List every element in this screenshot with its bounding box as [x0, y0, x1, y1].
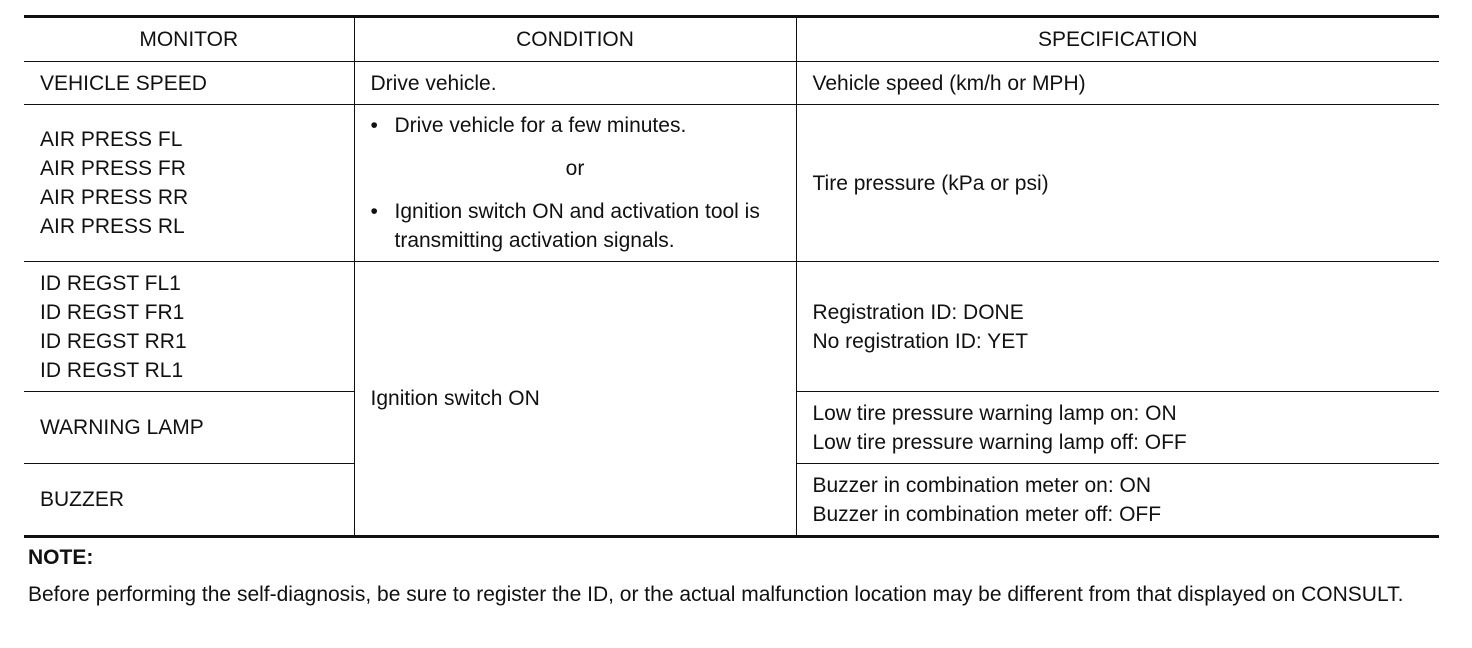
table-row-vehicle-speed [24, 62, 1439, 105]
header-condition: CONDITION [354, 17, 796, 62]
table-header-row [24, 17, 1439, 62]
bullet-icon: • [370, 200, 378, 223]
condition-bullet [371, 111, 780, 140]
note-body: Before performing the self-diagnosis, be sure to register the ID, or the actual malfunction location may be different from that displayed on CONSULT. [28, 583, 1404, 606]
specification-line: Vehicle speed (km/h or MPH) [812, 71, 1086, 95]
table-row-air-press [24, 105, 1439, 262]
monitor-item: AIR PRESS FL [40, 128, 183, 151]
header-specification: SPECIFICATION [796, 17, 1439, 62]
monitor-item: BUZZER [40, 488, 124, 511]
monitor-cell [24, 392, 354, 464]
monitor-item: AIR PRESS FR [40, 157, 186, 180]
specification-line: Low tire pressure warning lamp off: OFF [812, 430, 1187, 454]
specification-line: Low tire pressure warning lamp on: ON [812, 401, 1177, 425]
monitor-spec-table [24, 15, 1439, 538]
condition-cell [354, 105, 796, 262]
note-title: NOTE: [28, 546, 94, 569]
monitor-item: ID REGST FL1 [40, 271, 181, 295]
monitor-item: ID REGST RR1 [40, 329, 187, 353]
condition-or-separator: or [565, 157, 585, 180]
condition-bullet [371, 197, 780, 255]
specification-cell [796, 262, 1439, 392]
monitor-cell [24, 464, 354, 537]
condition-bullet-text: Ignition switch ON and activation tool is transmitting activation signals. [394, 200, 760, 252]
specification-cell [796, 392, 1439, 464]
monitor-item: AIR PRESS RR [40, 186, 189, 209]
monitor-item: VEHICLE SPEED [40, 71, 207, 95]
specification-line: Tire pressure (kPa or psi) [812, 171, 1049, 195]
monitor-item: AIR PRESS RL [40, 215, 185, 238]
condition-bullet-text: Drive vehicle for a few minutes. [394, 114, 687, 137]
header-monitor: MONITOR [24, 17, 354, 62]
monitor-cell [24, 105, 354, 262]
specification-cell [796, 62, 1439, 105]
specification-line: Buzzer in combination meter off: OFF [812, 502, 1162, 526]
specification-line: No registration ID: YET [812, 329, 1029, 353]
monitor-cell [24, 262, 354, 392]
monitor-item: ID REGST RL1 [40, 358, 184, 382]
note-section [28, 544, 1448, 609]
table-row-id-regst [24, 262, 1439, 392]
monitor-cell [24, 62, 354, 105]
specification-line: Buzzer in combination meter on: ON [812, 473, 1151, 497]
specification-cell [796, 105, 1439, 262]
specification-cell [796, 464, 1439, 537]
monitor-item: ID REGST FR1 [40, 300, 185, 324]
specification-line: Registration ID: DONE [812, 300, 1024, 324]
condition-cell-shared: Ignition switch ON [354, 262, 796, 537]
condition-cell: Drive vehicle. [354, 62, 796, 105]
monitor-item: WARNING LAMP [40, 416, 204, 439]
bullet-icon: • [370, 114, 378, 137]
